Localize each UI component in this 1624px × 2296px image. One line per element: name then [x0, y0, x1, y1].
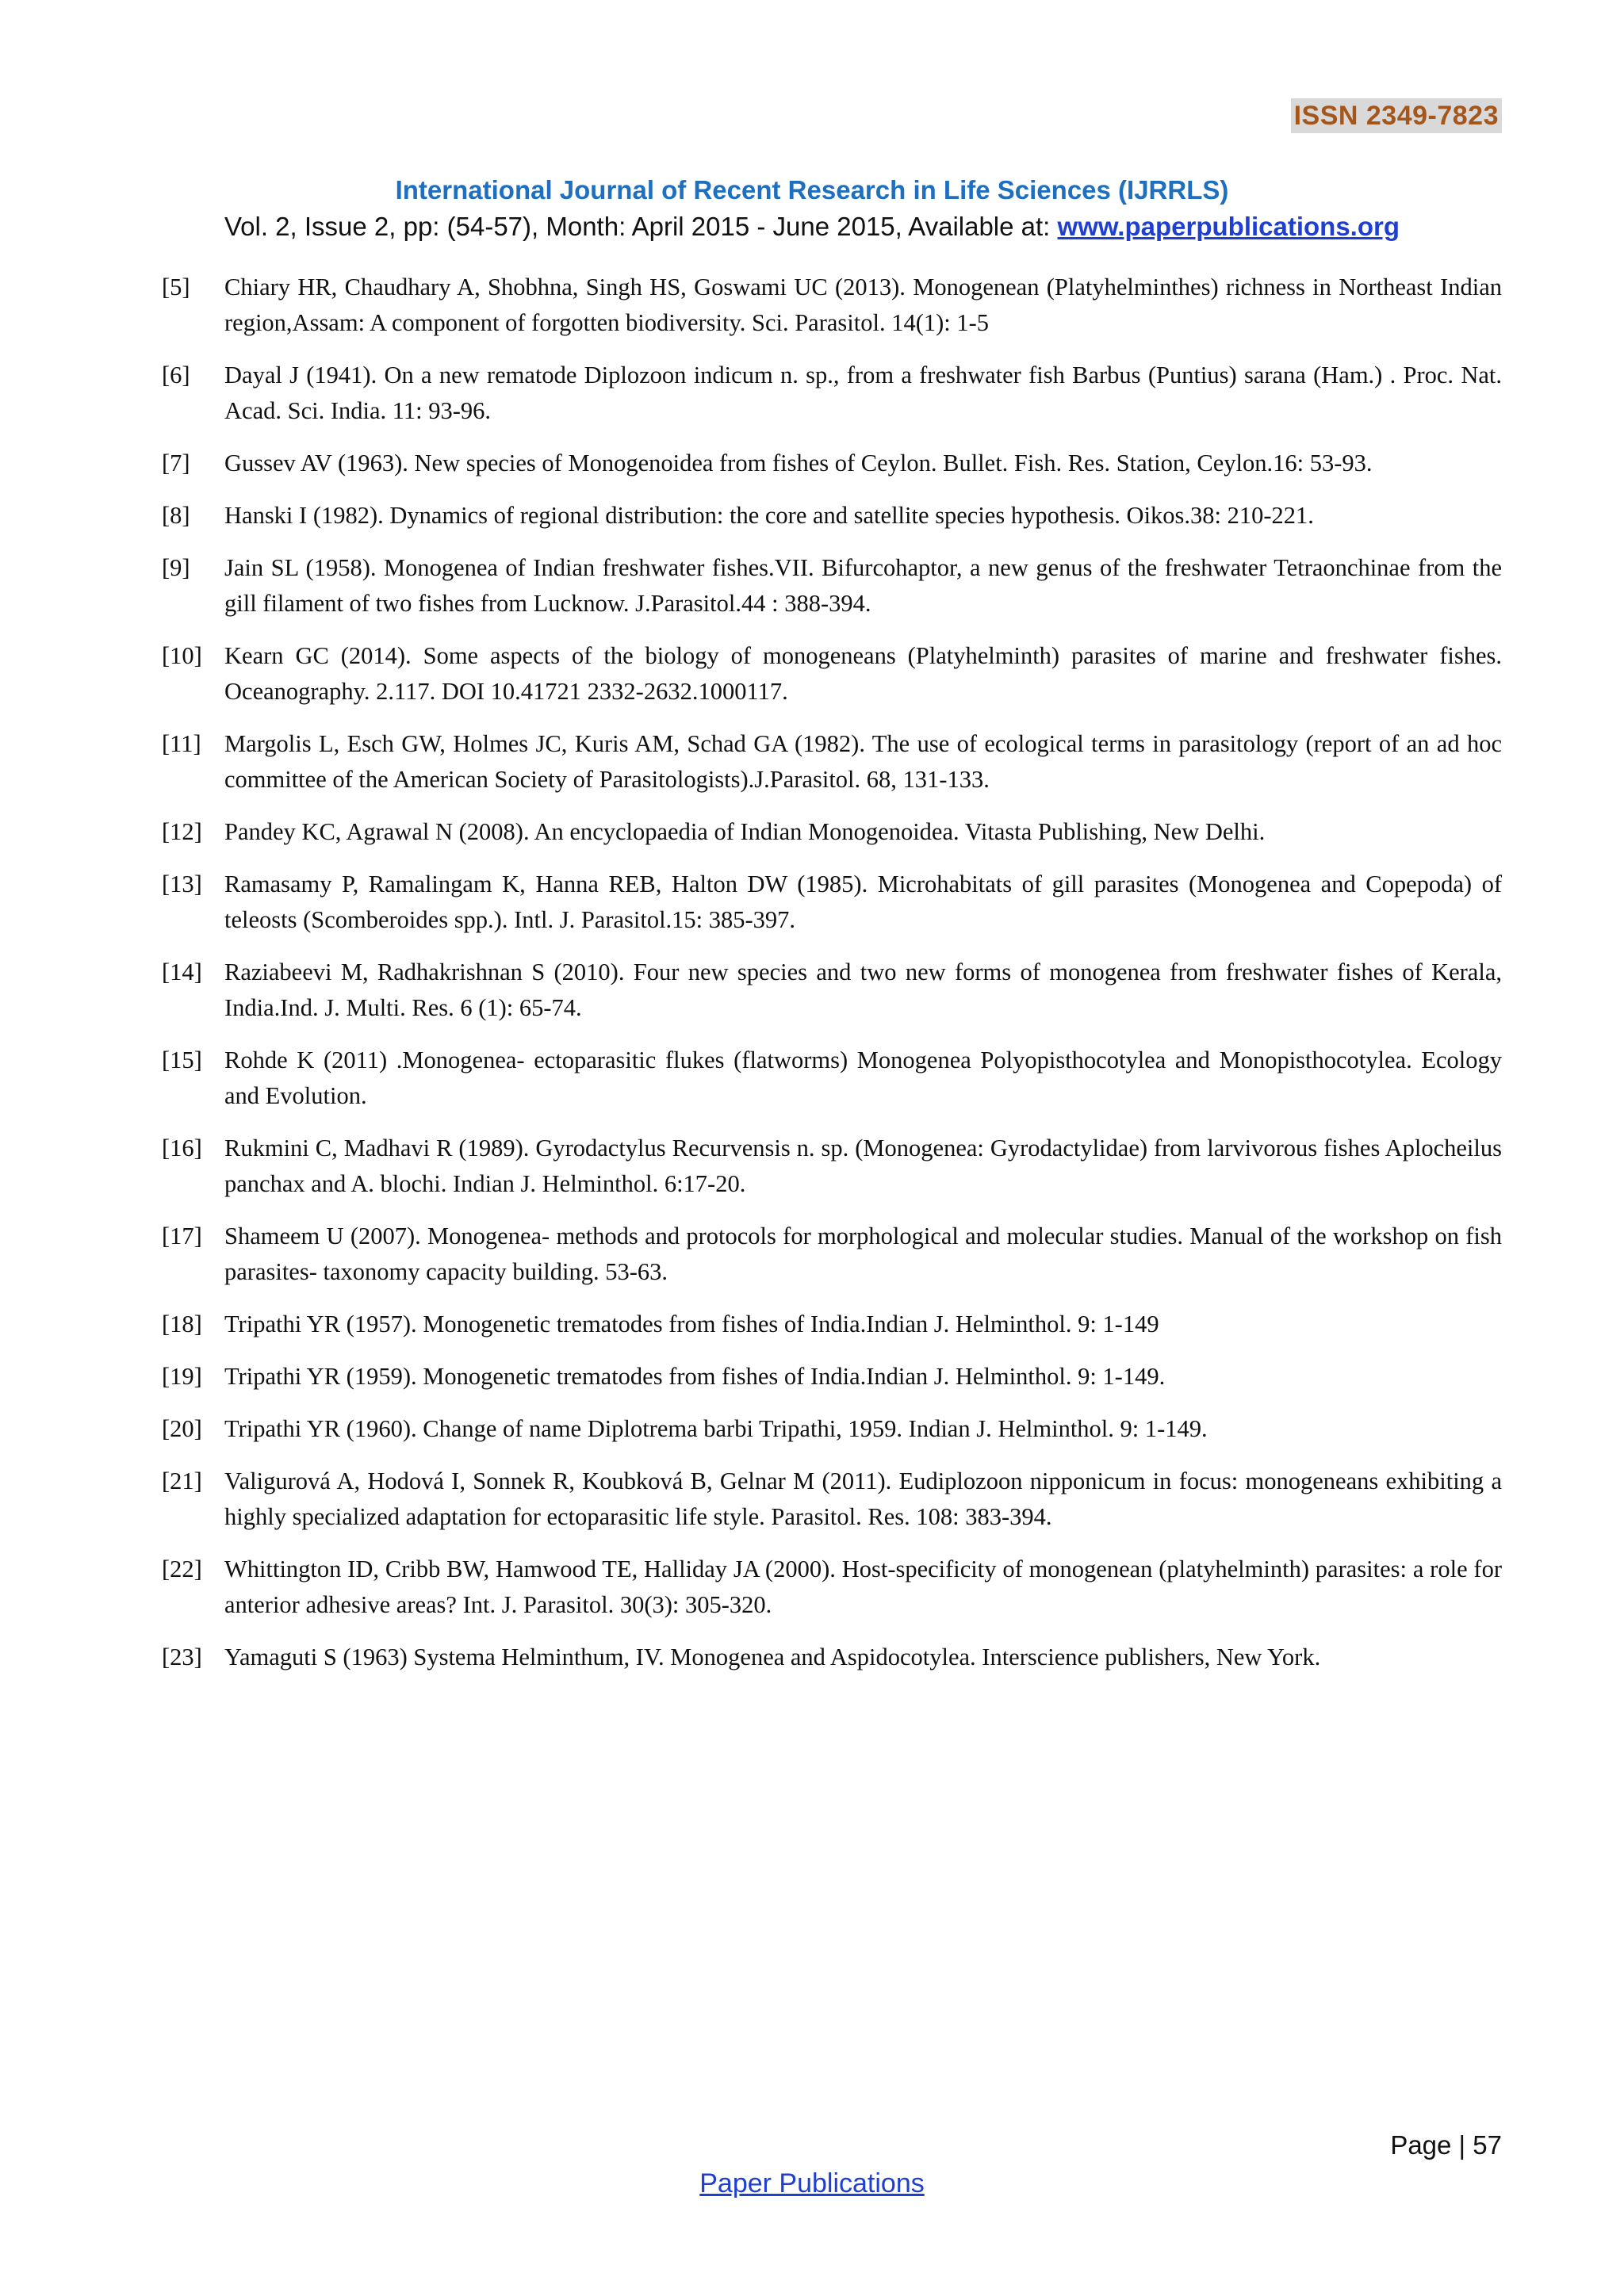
journal-website-link[interactable]: www.paperpublications.org — [1057, 212, 1400, 241]
reference-text: Yamaguti S (1963) Systema Helminthum, IV. Monogenea and Aspidocotylea. Interscience publishers, New York. — [224, 1644, 1321, 1670]
reference-number: [22] — [162, 1556, 202, 1582]
reference-item — [162, 1411, 1502, 1447]
reference-number: [15] — [162, 1047, 202, 1073]
journal-title: International Journal of Recent Research in Life Sciences (IJRRLS) — [395, 175, 1229, 205]
reference-text: Raziabeevi M, Radhakrishnan S (2010). Four new species and two new forms of monogenea from freshwater fishes of Kerala, India.Ind. J. Multi. Res. 6 (1): 65-74. — [224, 959, 1502, 1021]
reference-text: Shameem U (2007). Monogenea- methods and protocols for morphological and molecular studies. Manual of the workshop on fish parasites- taxonomy capacity building. 53-63. — [224, 1223, 1502, 1285]
reference-item — [162, 1359, 1502, 1395]
reference-number: [16] — [162, 1135, 202, 1161]
reference-item — [162, 1552, 1502, 1623]
reference-item — [162, 955, 1502, 1026]
reference-item — [162, 358, 1502, 429]
reference-text: Rukmini C, Madhavi R (1989). Gyrodactylus Recurvensis n. sp. (Monogenea: Gyrodactylidae) from larvivorous fishes Aplocheilus panchax and A. blochi. Indian J. Helminthol. 6:17-20. — [224, 1135, 1502, 1197]
reference-text: Rohde K (2011) .Monogenea- ectoparasitic flukes (flatworms) Monogenea Polyopisthocotylea and Monopisthocotylea. Ecology and Evolution. — [224, 1047, 1502, 1109]
reference-number: [17] — [162, 1223, 202, 1249]
reference-number: [10] — [162, 642, 202, 669]
reference-number: [18] — [162, 1311, 202, 1337]
reference-text: Pandey KC, Agrawal N (2008). An encyclopaedia of Indian Monogenoidea. Vitasta Publishing, New Delhi. — [224, 818, 1266, 845]
reference-item — [162, 446, 1502, 481]
reference-item — [162, 1131, 1502, 1202]
reference-text: Whittington ID, Cribb BW, Hamwood TE, Halliday JA (2000). Host-specificity of monogenean (platyhelminth) parasites: a role for anterior adhesive areas? Int. J. Parasitol. 30(3): 305-320. — [224, 1556, 1502, 1618]
journal-info — [0, 209, 1624, 244]
journal-volume-info: Vol. 2, Issue 2, pp: (54-57), Month: April 2015 - June 2015, Available at: — [224, 212, 1058, 241]
reference-text: Hanski I (1982). Dynamics of regional distribution: the core and satellite species hypothesis. Oikos.38: 210-221. — [224, 502, 1314, 529]
reference-text: Tripathi YR (1959). Monogenetic trematodes from fishes of India.Indian J. Helminthol. 9: 1-149. — [224, 1363, 1166, 1390]
reference-number: [6] — [162, 362, 190, 388]
publisher-link[interactable]: Paper Publications — [699, 2168, 925, 2198]
reference-item — [162, 498, 1502, 534]
reference-text: Margolis L, Esch GW, Holmes JC, Kuris AM, Schad GA (1982). The use of ecological terms in parasitology (report of an ad hoc committee of the American Society of Parasitologists).J.Parasitol. 68, 131-133. — [224, 730, 1502, 793]
reference-number: [21] — [162, 1468, 202, 1494]
reference-item — [162, 1043, 1502, 1114]
reference-text: Valigurová A, Hodová I, Sonnek R, Koubková B, Gelnar M (2011). Eudiplozoon nipponicum in focus: monogeneans exhibiting a highly specialized adaptation for ectoparasitic life style. Parasitol. Res. 108: 383-394. — [224, 1468, 1502, 1530]
reference-number: [12] — [162, 818, 202, 845]
page-number: Page | 57 — [1390, 2130, 1502, 2160]
reference-item — [162, 1219, 1502, 1290]
reference-item — [162, 867, 1502, 938]
reference-text: Kearn GC (2014). Some aspects of the biology of monogeneans (Platyhelminth) parasites of marine and freshwater fishes. Oceanography. 2.117. DOI 10.41721 2332-2632.1000117. — [224, 642, 1502, 705]
reference-number: [9] — [162, 554, 190, 581]
reference-number: [5] — [162, 274, 190, 300]
reference-number: [13] — [162, 871, 202, 897]
reference-item — [162, 550, 1502, 622]
reference-item — [162, 638, 1502, 710]
reference-item — [162, 1640, 1502, 1675]
reference-text: Tripathi YR (1957). Monogenetic trematodes from fishes of India.Indian J. Helminthol. 9: 1-149 — [224, 1311, 1159, 1337]
reference-text: Dayal J (1941). On a new rematode Diplozoon indicum n. sp., from a freshwater fish Barbus (Puntius) sarana (Ham.) . Proc. Nat. Acad. Sci. India. 11: 93-96. — [224, 362, 1502, 424]
reference-item — [162, 726, 1502, 798]
reference-number: [8] — [162, 502, 190, 529]
reference-item — [162, 270, 1502, 341]
reference-number: [7] — [162, 450, 190, 476]
reference-number: [11] — [162, 730, 201, 757]
reference-item — [162, 814, 1502, 850]
reference-text: Jain SL (1958). Monogenea of Indian freshwater fishes.VII. Bifurcohaptor, a new genus of the freshwater Tetraonchinae from the gill filament of two fishes from Lucknow. J.Parasitol.44 : 388-394. — [224, 554, 1502, 617]
reference-text: Chiary HR, Chaudhary A, Shobhna, Singh HS, Goswami UC (2013). Monogenean (Platyhelminthes) richness in Northeast Indian region,Assam: A component of forgotten biodiversity. Sci. Parasitol. 14(1): 1-5 — [224, 274, 1502, 336]
reference-number: [20] — [162, 1415, 202, 1442]
reference-text: Gussev AV (1963). New species of Monogenoidea from fishes of Ceylon. Bullet. Fish. Res. Station, Ceylon.16: 53-93. — [224, 450, 1373, 476]
reference-number: [19] — [162, 1363, 202, 1390]
reference-number: [23] — [162, 1644, 202, 1670]
reference-item — [162, 1464, 1502, 1535]
issn-badge: ISSN 2349-7823 — [1291, 98, 1502, 133]
reference-list — [162, 270, 1502, 1692]
reference-item — [162, 1307, 1502, 1342]
reference-number: [14] — [162, 959, 202, 985]
reference-text: Ramasamy P, Ramalingam K, Hanna REB, Halton DW (1985). Microhabitats of gill parasites (Monogenea and Copepoda) of teleosts (Scomberoides spp.). Intl. J. Parasitol.15: 385-397. — [224, 871, 1502, 933]
reference-text: Tripathi YR (1960). Change of name Diplotrema barbi Tripathi, 1959. Indian J. Helminthol. 9: 1-149. — [224, 1415, 1208, 1442]
publisher-footer — [0, 2166, 1624, 2201]
